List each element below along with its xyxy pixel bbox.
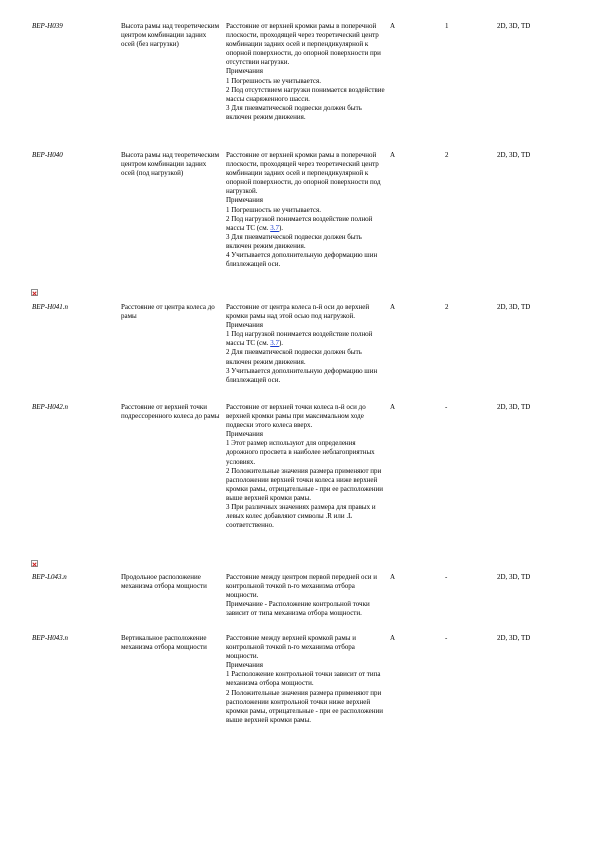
row-number: 2: [445, 151, 449, 159]
definition-text: ). 3 Для пневматической подвески должен быть включен режим движения. 4 Учитывается дополнительную деформацию шин близлежащей оси.: [226, 223, 378, 269]
row-code: BEP-H040: [32, 151, 63, 159]
row-category: A: [390, 22, 396, 30]
row-definition: Расстояние от верхней кромки рамы в поперечной плоскости, проходящей через теоретический центр комбинации задних осей и перпендикулярной к опорной поверхности, до опорной поверхности при отсутствии нагрузки. Примечания 1 Погрешность не учитывается. 2 Под отсутствием нагрузки понимается воздействие массы снаряженного шасси. 3 Для пневматической подвески должен быть включен режим движения.: [226, 22, 385, 121]
row-applicability: 2D, 3D, TD: [497, 403, 531, 411]
row-applicability: 2D, 3D, TD: [497, 303, 531, 311]
row-definition: Расстояние между центром первой передней оси и контрольной точкой n-го механизма отбора мощности. Примечание - Расположение контрольной точки зависит от типа механизма отбора мощности.: [226, 573, 377, 618]
row-term: Расстояние от центра колеса до рамы: [121, 303, 215, 321]
reference-link[interactable]: 3.7: [270, 339, 279, 348]
row-applicability: 2D, 3D, TD: [497, 151, 531, 159]
row-definition: Расстояние от верхней точки колеса n-й оси до верхней кромки рамы при максимальном ходе подвески этого колеса вверх. Примечания 1 Этот размер используют для определения дорожного просвета в наиболее неблагоприятных условиях. 2 Положительные значения размера применяют при расположении верхней точки колеса ниже верхней кромки рамы, отрицательные - при ее расположении выше верхней кромки рамы. 3 При различных значениях размера для правых и левых колес добавляют символы .R или .L соответственно.: [226, 403, 384, 530]
broken-image-icon: [31, 560, 38, 567]
broken-image-icon: [31, 289, 38, 296]
row-category: A: [390, 403, 396, 411]
definition-text: ). 2 Для пневматической подвески должен быть включен режим движения. 3 Учитывается дополнительную деформацию шин близлежащей оси.: [226, 339, 378, 384]
definition-text: Расстояние от центра колеса n-й оси до верхней кромки рамы над этой осью под нагрузкой. Примечания 1 Под нагрузкой понимается воздействие полной массы ТС (см.: [226, 303, 373, 348]
row-number: -: [445, 573, 448, 581]
row-code: BEP-L043.n: [32, 573, 67, 581]
reference-link[interactable]: 3.7: [270, 223, 279, 232]
row-number: -: [445, 403, 448, 411]
row-term: Высота рамы над теоретическим центром комбинации задних осей (под нагрузкой): [121, 151, 220, 178]
row-code: BEP-H042.n: [32, 403, 68, 411]
row-definition: [226, 303, 386, 385]
row-code: BEP-H043.n: [32, 634, 68, 642]
row-term: Расстояние от верхней точки подрессоренного колеса до рамы: [121, 403, 220, 421]
row-applicability: 2D, 3D, TD: [497, 573, 531, 581]
row-definition: Расстояние между верхней кромкой рамы и контрольной точкой n-го механизма отбора мощности. Примечания 1 Расположение контрольной точки зависит от типа механизма отбора мощности. 2 Положительные значения размера применяют при расположении контрольной точки ниже верхней кромки рамы, отрицательные - при ее расположении выше верхней кромки рамы.: [226, 634, 384, 724]
row-category: A: [390, 634, 396, 642]
row-code: BEP-H039: [32, 22, 63, 30]
row-number: -: [445, 634, 448, 642]
row-category: A: [390, 573, 396, 581]
row-number: 2: [445, 303, 449, 311]
row-term: Высота рамы над теоретическим центром комбинации задних осей (без нагрузки): [121, 22, 220, 49]
row-applicability: 2D, 3D, TD: [497, 22, 531, 30]
row-category: A: [390, 151, 396, 159]
row-term: Вертикальное расположение механизма отбора мощности: [121, 634, 207, 652]
row-category: A: [390, 303, 396, 311]
row-code: BEP-H041.n: [32, 303, 68, 311]
row-applicability: 2D, 3D, TD: [497, 634, 531, 642]
row-definition: [226, 151, 386, 269]
row-term: Продольное расположение механизма отбора мощности: [121, 573, 207, 591]
definition-text: Расстояние от верхней кромки рамы в поперечной плоскости, проходящей через теоретический центр комбинации задних осей и перпендикулярной к опорной поверхности, до опорной поверхности под нагрузкой. Примечания 1 Погрешность не учитывается. 2 Под нагрузкой понимается воздействие полной массы ТС (см.: [226, 151, 381, 232]
row-number: 1: [445, 22, 449, 30]
